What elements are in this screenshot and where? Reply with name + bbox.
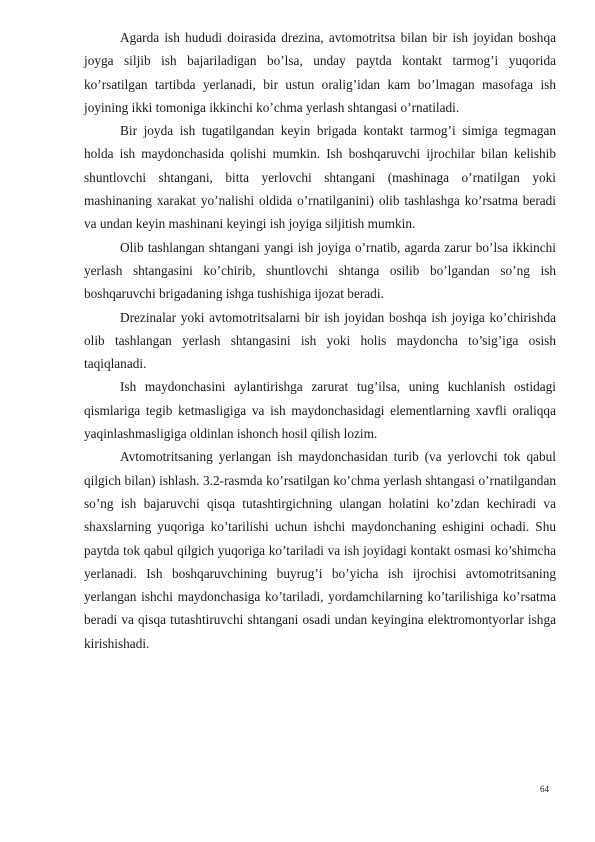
page-number: 64	[540, 784, 549, 794]
paragraph-1: Agarda ish hududi doirasida drezina, avtomotritsa bilan bir ish joyidan boshqa joyga siljib ish bajariladigan bo’lsa, unday paytda kontakt tarmog’i yuqorida ko’rsatilgan tartibda yerlanadi, bir ustun oralig’idan kam bo’lmagan masofaga ish joyining ikki tomoniga ikkinchi ko’chma yerlash shtangasi o’rnatiladi.	[84, 30, 556, 115]
document-body	[84, 26, 556, 655]
paragraph-5: Ish maydonchasini aylantirishga zarurat tug’ilsa, uning kuchlanish ostidagi qismlariga tegib ketmasligiga va ish maydonchasidagi elementlarning xavfli oraliqqa yaqinlashmasligiga oldinlan ishonch hosil qilish lozim.	[84, 379, 556, 442]
paragraph-4: Drezinalar yoki avtomotritsalarni bir ish joyidan boshqa ish joyiga ko’chirishda olib tashlangan yerlash shtangasini ish yoki holis maydoncha to’sig’iga osish taqiqlanadi.	[84, 309, 556, 372]
paragraph-2: Bir joyda ish tugatilgandan keyin brigada kontakt tarmog’i simiga tegmagan holda ish maydonchasida qolishi mumkin. Ish boshqaruvchi ijrochilar bilan kelishib shuntlovchi shtangani, bitta yerlovchi shtangani (mashinaga o’rnatilgan yoki mashinaning xarakat yo’nalishi oldida o’rnatilganini) olib tashlashga ko’rsatma beradi va undan keyin mashinani keyingi ish joyiga siljitish mumkin.	[84, 123, 556, 232]
paragraph-6: Avtomotritsaning yerlangan ish maydonchasidan turib (va yerlovchi tok qabul qilgich bilan) ishlash. 3.2-rasmda ko’rsatilgan ko’chma yerlash shtangasi o’rnatilgandan so’ng ish bajaruvchi qisqa tutashtirgichning ulangan holatini ko’zdan kechiradi va shaxslarning yuqoriga ko’tarilishi uchun ishchi maydonchaning eshigini ochadi. Shu paytda tok qabul qilgich yuqoriga ko’tariladi va ish joyidagi kontakt osmasi ko’shimcha yerlanadi. Ish boshqaruvchining buyrug’i bo’yicha ish ijrochisi avtomotritsaning yerlangan ishchi maydonchasiga ko’tariladi, yordamchilarning ko’tarilishiga ko’rsatma beradi va qisqa tutashtiruvchi shtangani osadi undan keyingina elektromontyorlar ishga kirishishadi.	[84, 449, 556, 651]
paragraph-3: Olib tashlangan shtangani yangi ish joyiga o’rnatib, agarda zarur bo’lsa ikkinchi yerlash shtangasini ko’chirib, shuntlovchi shtanga osilib bo’lgandan so’ng ish boshqaruvchi brigadaning ishga tushishiga ijozat beradi.	[84, 239, 556, 302]
